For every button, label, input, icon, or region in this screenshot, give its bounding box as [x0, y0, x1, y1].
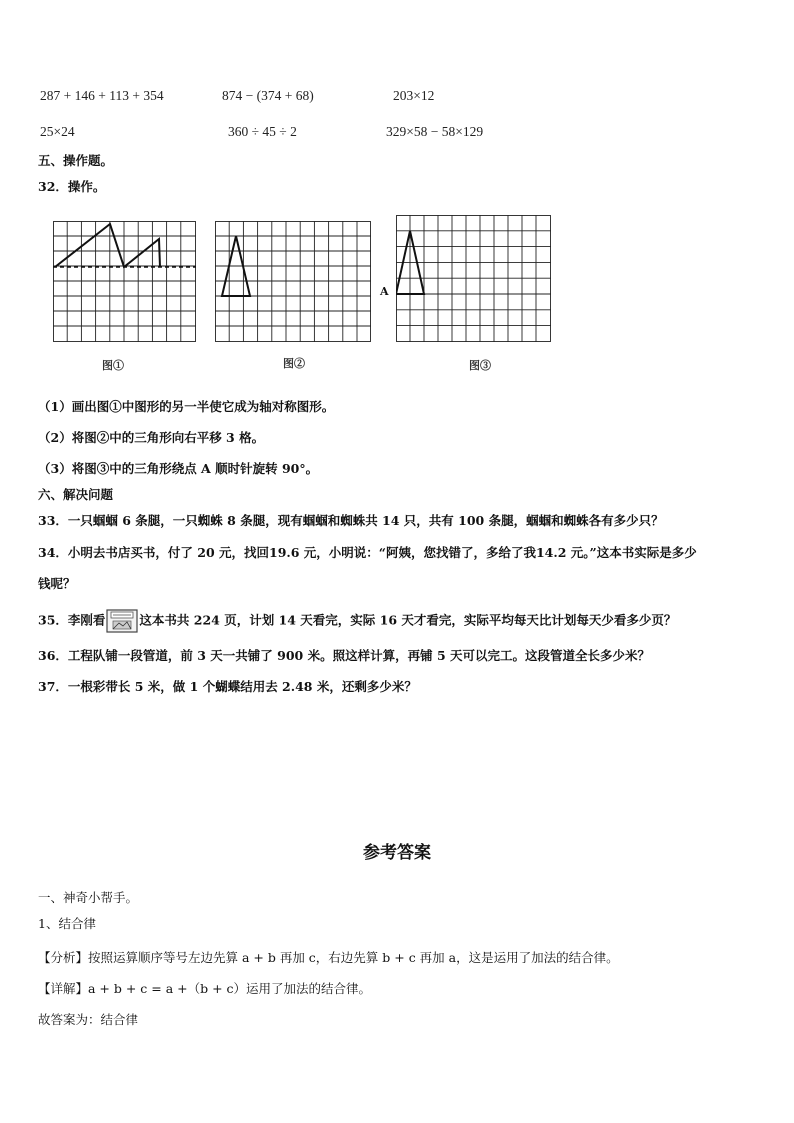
calc-expr-5: 360 ÷ 45 ÷ 2	[228, 124, 297, 139]
answer-title: 参考答案	[363, 843, 431, 863]
point-a-label: A	[380, 285, 389, 298]
q32-item-1: （1）画出图①中图形的另一半使它成为轴对称图形。	[38, 399, 335, 414]
answer-analysis: 【分析】按照运算顺序等号左边先算 a + b 再加 c，右边先算 b + c 再加 a，这是运用了加法的结合律。	[38, 950, 619, 965]
q32-item-3: （3）将图③中的三角形绕点 A 顺时针旋转 90°。	[38, 461, 319, 476]
figure-2-grid	[215, 221, 371, 342]
section-5-heading: 五、操作题。	[38, 153, 114, 168]
answer-q1: 1、结合律	[38, 916, 96, 931]
question-33: 33．一只蝈蝈 6 条腿，一只蜘蛛 8 条腿，现有蝈蝈和蜘蛛共 14 只，共有 100 条腿，蝈蝈和蜘蛛各有多少只？	[38, 513, 664, 528]
calc-expr-6: 329×58 − 58×129	[386, 124, 484, 139]
figure-2-caption: 图②	[283, 357, 305, 370]
q32-heading: 32．操作。	[38, 179, 106, 194]
figure-3-grid	[396, 215, 551, 342]
q32-item-2: （2）将图②中的三角形向右平移 3 格。	[38, 430, 265, 445]
question-35	[38, 608, 676, 634]
calc-expr-4: 25×24	[40, 124, 75, 139]
answer-final: 故答案为：结合律	[38, 1012, 139, 1027]
figure-3-caption: 图③	[469, 359, 491, 372]
book-icon	[105, 608, 139, 634]
section-6-heading: 六、解决问题	[38, 487, 114, 502]
question-35-suffix: 这本书共 224 页，计划 14 天看完，实际 16 天才看完，实际平均每天比计划每天少看多少页？	[139, 612, 677, 628]
answer-detail: 【详解】a + b + c = a +（b + c）运用了加法的结合律。	[38, 981, 372, 996]
question-34-line1: 34．小明去书店买书，付了 20 元，找回19.6 元，小明说：“阿姨，您找错了，多给了我14.2 元。”这本书实际是多少	[38, 545, 697, 560]
calc-expr-3: 203×12	[393, 88, 435, 103]
question-34-line2: 钱呢？	[38, 576, 76, 591]
calc-expr-1: 287 + 146 + 113 + 354	[40, 88, 164, 103]
figure-1-caption: 图①	[102, 359, 124, 372]
calc-expr-2: 874 − (374 + 68)	[222, 88, 314, 103]
figure-1-grid	[53, 221, 196, 342]
answer-section-1: 一、神奇小帮手。	[38, 890, 139, 905]
question-36: 36．工程队铺一段管道，前 3 天一共铺了 900 米。照这样计算，再铺 5 天可以完工。这段管道全长多少米？	[38, 648, 650, 663]
question-37: 37．一根彩带长 5 米，做 1 个蝴蝶结用去 2.48 米，还剩多少米？	[38, 679, 417, 694]
question-35-prefix: 35．李刚看	[38, 612, 106, 628]
